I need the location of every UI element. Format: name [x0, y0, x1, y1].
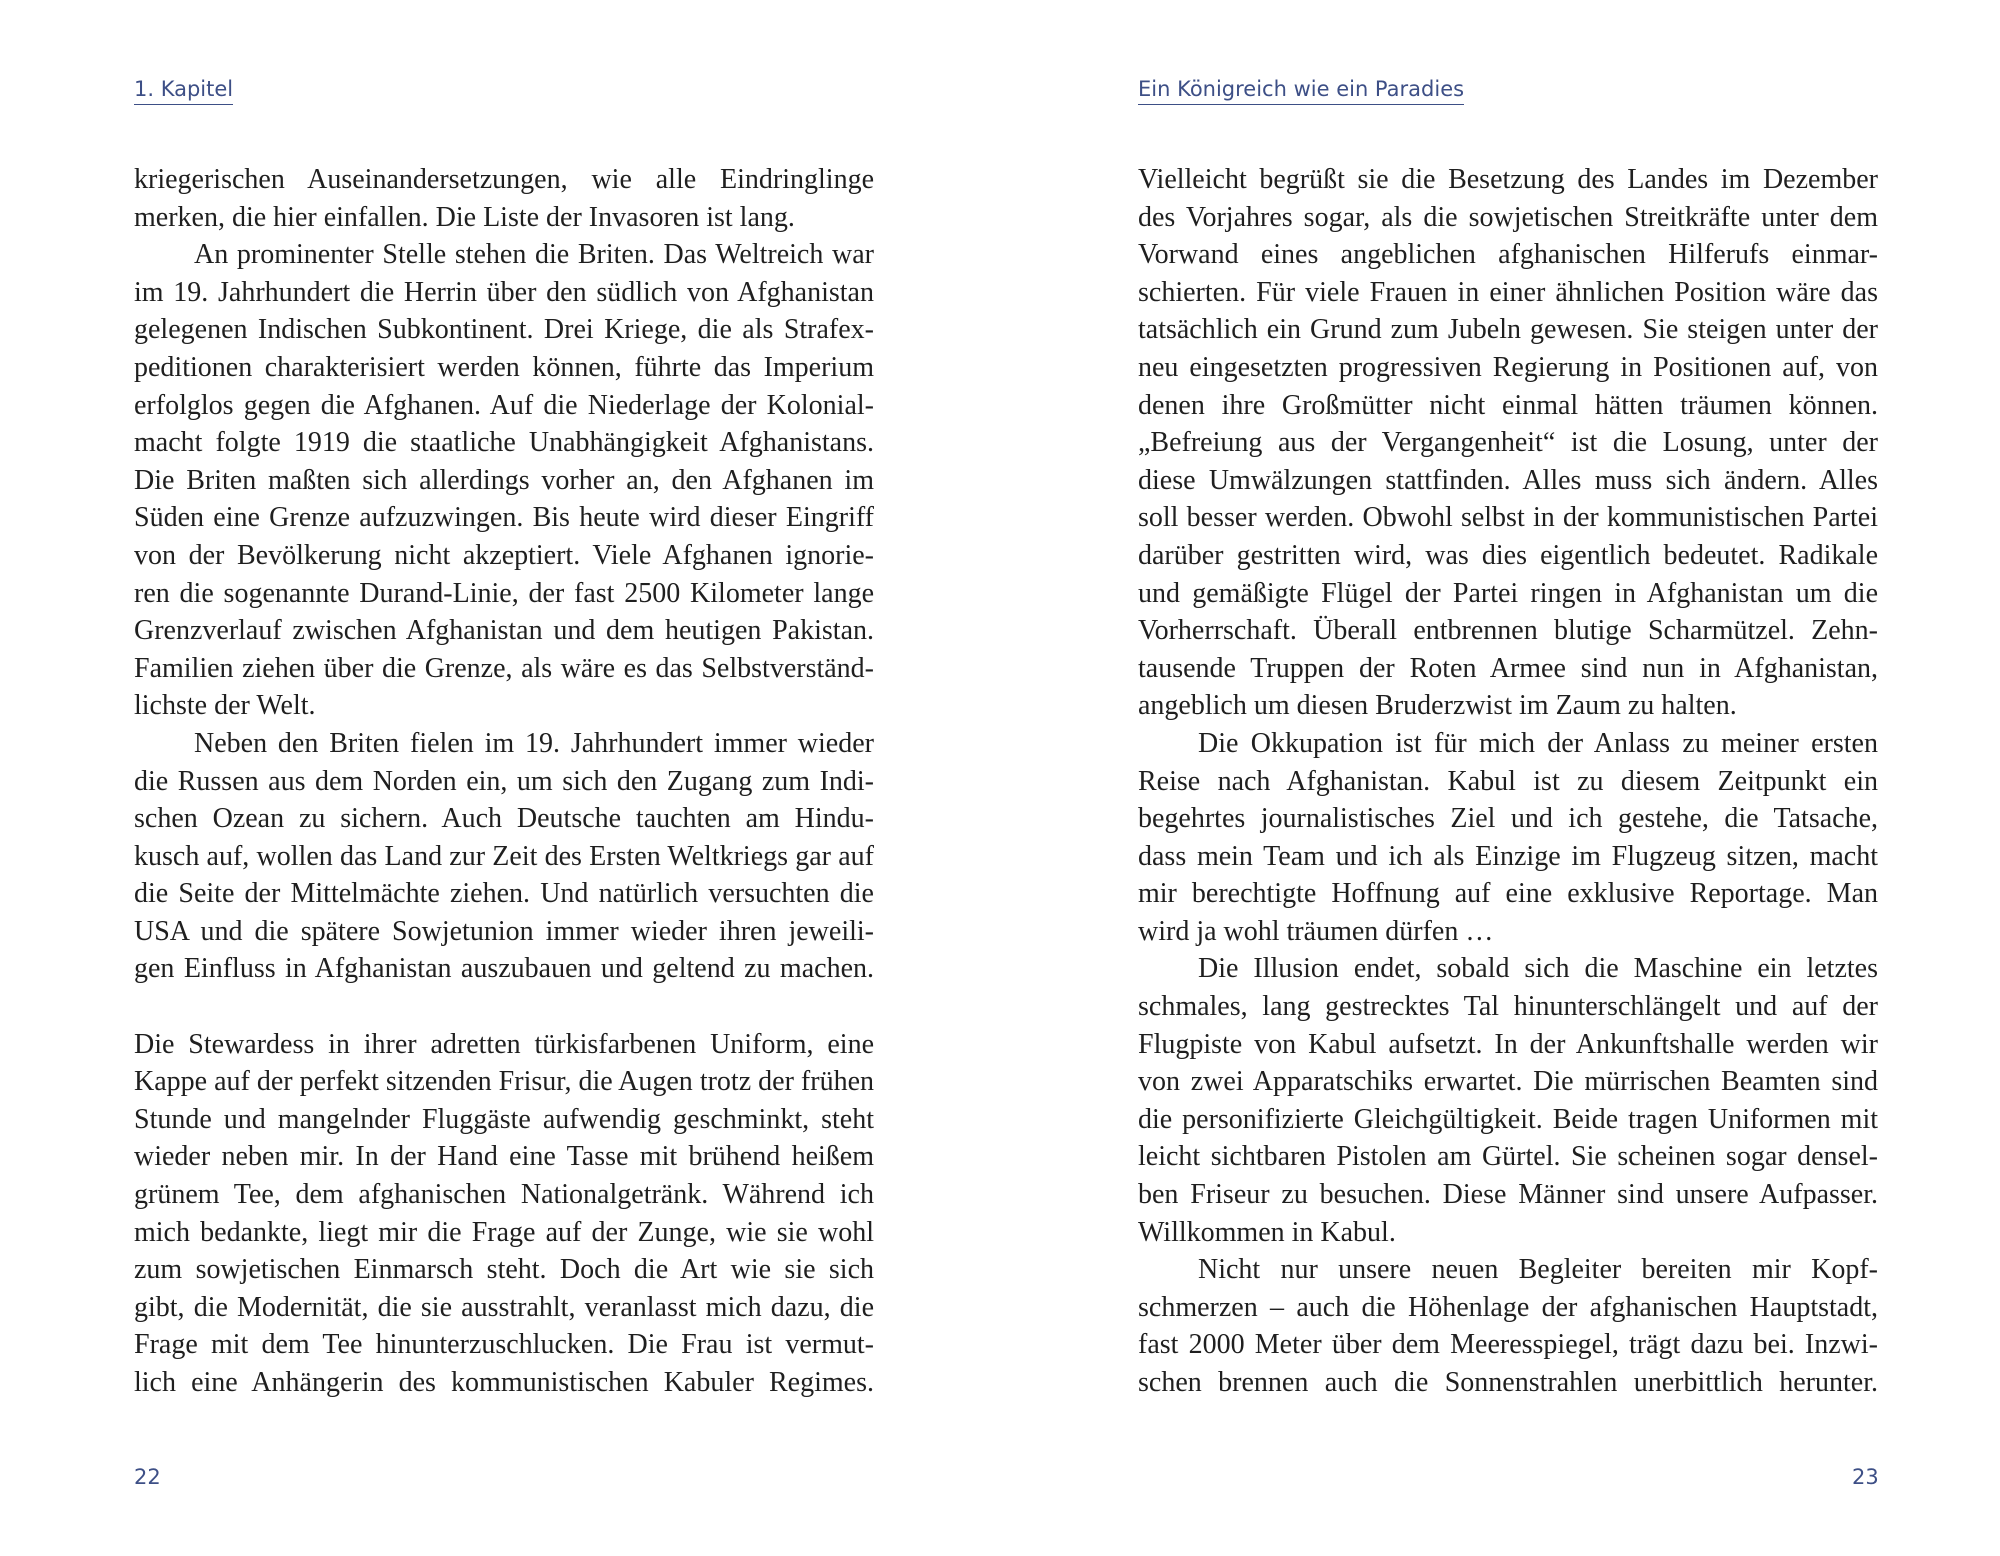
page-number: 23 — [1852, 1465, 1879, 1489]
text-line: zum sowjetischen Einmarsch steht. Doch die Art wie sie sich — [134, 1254, 874, 1286]
page-number: 22 — [134, 1465, 161, 1489]
text-line: gen Einfluss in Afghanistan auszubauen und geltend zu machen. — [134, 953, 874, 985]
text-line: und gemäßigte Flügel der Partei ringen in Afghanistan um die — [1138, 577, 1878, 609]
text-line: merken, die hier einfallen. Die Liste der Invasoren ist lang. — [134, 201, 795, 233]
text-line: ren die sogenannte Durand-Linie, der fast 2500 Kilometer lange — [134, 577, 874, 609]
text-line: Frage mit dem Tee hinunterzuschlucken. Die Frau ist vermut- — [134, 1329, 874, 1361]
text-line: schen Ozean zu sichern. Auch Deutsche tauchten am Hindu- — [134, 803, 874, 835]
text-line: An prominenter Stelle stehen die Briten. Das Weltreich war — [194, 239, 874, 271]
text-line: soll besser werden. Obwohl selbst in der kommunistischen Partei — [1138, 502, 1878, 534]
text-line: wieder neben mir. In der Hand eine Tasse mit brühend heißem — [134, 1141, 874, 1173]
text-line: USA und die spätere Sowjetunion immer wieder ihren jeweili- — [134, 915, 874, 947]
text-line: die Seite der Mittelmächte ziehen. Und natürlich versuchten die — [134, 878, 874, 910]
text-line: Süden eine Grenze aufzuzwingen. Bis heute wird dieser Eingriff — [134, 502, 874, 534]
text-line: im 19. Jahrhundert die Herrin über den südlich von Afghanistan — [134, 276, 874, 308]
text-line: Grenzverlauf zwischen Afghanistan und dem heutigen Pakistan. — [134, 615, 874, 647]
left-page-body — [134, 161, 874, 1402]
section-break — [134, 988, 874, 1026]
text-line: erfolglos gegen die Afghanen. Auf die Niederlage der Kolonial- — [134, 389, 874, 421]
text-line: grünem Tee, dem afghanischen Nationalgetränk. Während ich — [134, 1179, 874, 1211]
text-line: die Russen aus dem Norden ein, um sich den Zugang zum Indi- — [134, 765, 874, 797]
text-line: schierten. Für viele Frauen in einer ähnlichen Position wäre das — [1138, 276, 1878, 308]
text-line: wird ja wohl träumen dürfen … — [1138, 915, 1494, 947]
text-line: Familien ziehen über die Grenze, als wäre es das Selbstverständ- — [134, 652, 874, 684]
text-line: leicht sichtbaren Pistolen am Gürtel. Sie scheinen sogar densel- — [1138, 1141, 1878, 1173]
running-head-title: Ein Königreich wie ein Paradies — [1138, 76, 1464, 105]
text-line: schmales, lang gestrecktes Tal hinunterschlängelt und auf der — [1138, 991, 1878, 1023]
text-line: lich eine Anhängerin des kommunistischen Kabuler Regimes. — [134, 1367, 874, 1398]
running-head-chapter: 1. Kapitel — [134, 76, 233, 105]
text-line: gibt, die Modernität, die sie ausstrahlt, veranlasst mich dazu, die — [134, 1291, 874, 1323]
text-line: Neben den Briten fielen im 19. Jahrhundert immer wieder — [194, 727, 874, 759]
right-page — [1000, 0, 2000, 1556]
text-line: tausende Truppen der Roten Armee sind nun in Afghanistan, — [1138, 652, 1878, 684]
text-line: „Befreiung aus der Vergangenheit“ ist die Losung, unter der — [1138, 427, 1878, 459]
text-line: Willkommen in Kabul. — [1138, 1216, 1396, 1248]
text-line: dass mein Team und ich als Einzige im Flugzeug sitzen, macht — [1138, 840, 1878, 872]
text-line: Reise nach Afghanistan. Kabul ist zu diesem Zeitpunkt ein — [1138, 765, 1878, 797]
text-line: ben Friseur zu besuchen. Diese Männer sind unsere Aufpasser. — [1138, 1179, 1878, 1211]
text-line: schmerzen – auch die Höhenlage der afghanischen Hauptstadt, — [1138, 1291, 1878, 1323]
text-line: kusch auf, wollen das Land zur Zeit des Ersten Weltkriegs gar auf — [134, 840, 874, 872]
text-line: fast 2000 Meter über dem Meeresspiegel, trägt dazu bei. Inzwi- — [1138, 1329, 1878, 1361]
text-line: neu eingesetzten progressiven Regierung in Positionen auf, von — [1138, 351, 1878, 383]
text-line: Vorherrschaft. Überall entbrennen blutige Scharmützel. Zehn- — [1138, 615, 1878, 647]
text-line: tatsächlich ein Grund zum Jubeln gewesen. Sie steigen unter der — [1138, 314, 1878, 346]
text-line: von zwei Apparatschiks erwartet. Die mürrischen Beamten sind — [1138, 1066, 1878, 1098]
right-page-body — [1138, 161, 1878, 1402]
text-line: Flugpiste von Kabul aufsetzt. In der Ankunftshalle werden wir — [1138, 1028, 1878, 1060]
text-line: diese Umwälzungen stattfinden. Alles muss sich ändern. Alles — [1138, 464, 1878, 496]
text-line: Nicht nur unsere neuen Begleiter bereiten mir Kopf- — [1198, 1254, 1878, 1286]
text-line: Die Illusion endet, sobald sich die Maschine ein letztes — [1198, 953, 1878, 985]
text-line: denen ihre Großmütter nicht einmal hätten träumen können. — [1138, 389, 1878, 421]
text-line: angeblich um diesen Bruderzwist im Zaum zu halten. — [1138, 690, 1737, 722]
text-line: macht folgte 1919 die staatliche Unabhängigkeit Afghanistans. — [134, 427, 874, 459]
text-line: des Vorjahres sogar, als die sowjetischen Streitkräfte unter dem — [1138, 201, 1878, 233]
text-line: schen brennen auch die Sonnenstrahlen unerbittlich herunter. — [1138, 1367, 1878, 1398]
text-line: Die Briten maßten sich allerdings vorher an, den Afghanen im — [134, 464, 874, 496]
text-line: peditionen charakterisiert werden können, führte das Imperium — [134, 351, 874, 383]
text-line: lichste der Welt. — [134, 690, 316, 722]
text-line: begehrtes journalistisches Ziel und ich gestehe, die Tatsache, — [1138, 803, 1878, 835]
text-line: kriegerischen Auseinandersetzungen, wie alle Eindringlinge — [134, 164, 874, 195]
text-line: die personifizierte Gleichgültigkeit. Beide tragen Uniformen mit — [1138, 1103, 1878, 1135]
text-line: Kappe auf der perfekt sitzenden Frisur, die Augen trotz der frühen — [134, 1066, 874, 1098]
text-line: Die Okkupation ist für mich der Anlass zu meiner ersten — [1198, 727, 1878, 759]
text-line: gelegenen Indischen Subkontinent. Drei Kriege, die als Strafex- — [134, 314, 874, 346]
text-line: Die Stewardess in ihrer adretten türkisfarbenen Uniform, eine — [134, 1028, 874, 1060]
text-line: Vielleicht begrüßt sie die Besetzung des Landes im Dezember — [1138, 164, 1878, 195]
text-line: mir berechtigte Hoffnung auf eine exklusive Reportage. Man — [1138, 878, 1878, 910]
text-line: Stunde und mangelnder Fluggäste aufwendig geschminkt, steht — [134, 1103, 874, 1135]
text-line: mich bedankte, liegt mir die Frage auf der Zunge, wie sie wohl — [134, 1216, 874, 1248]
text-line: Vorwand eines angeblichen afghanischen Hilferufs einmar- — [1138, 239, 1878, 271]
text-line: darüber gestritten wird, was dies eigentlich bedeutet. Radikale — [1138, 539, 1878, 571]
text-line: von der Bevölkerung nicht akzeptiert. Viele Afghanen ignorie- — [134, 539, 874, 571]
